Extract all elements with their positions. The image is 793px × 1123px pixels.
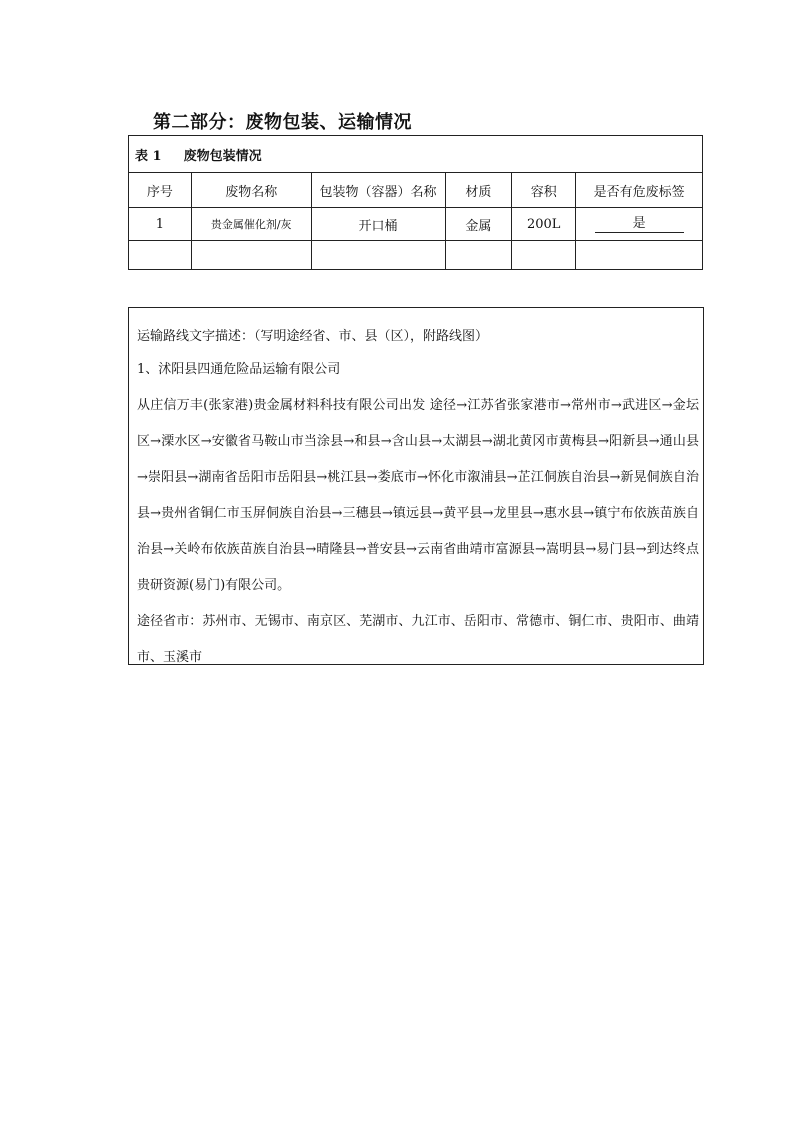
section-title: 第二部分：废物包装、运输情况: [153, 112, 412, 133]
empty-cell: [576, 241, 703, 270]
table-caption-title: 废物包装情况: [183, 148, 262, 164]
route-prompt: 运输路线文字描述：（写明途经省、市、县（区），附路线图）: [137, 329, 489, 344]
cell-index: 1: [129, 208, 192, 241]
route-description: 从庄信万丰(张家港)贵金属材料科技有限公司出发 途径→江苏省张家港市→常州市→武进区→金坛区→溧水区→安徽省马鞍山市当涂县→和县→含山县→太湖县→湖北黄冈市黄梅县→阳新县→通山县→崇阳县→湖南省岳阳市岳阳县→桃江县→娄底市→怀化市溆浦县→芷江侗族自治县→新晃侗族自治县→贵州省铜仁市玉屏侗族自治县→三穗县→镇远县→黄平县→龙里县→惠水县→镇宁布依族苗族自治县→关岭布依族苗族自治县→晴隆县→普安县→云南省曲靖市富源县→嵩明县→易门县→到达终点贵研资源(易门)有限公司。: [137, 398, 699, 593]
header-hazard-label: 是否有危废标签: [576, 173, 703, 208]
header-index: 序号: [129, 173, 192, 208]
empty-cell: [445, 241, 512, 270]
table-caption-row: [129, 136, 703, 173]
empty-cell: [512, 241, 576, 270]
table-header-row: [129, 173, 703, 208]
cell-container-name: 开口桶: [311, 208, 445, 241]
header-volume: 容积: [512, 173, 576, 208]
route-description-box: [128, 307, 704, 665]
empty-cell: [191, 241, 311, 270]
header-waste-name: 废物名称: [191, 173, 311, 208]
table-caption: [129, 136, 703, 173]
header-material: 材质: [445, 173, 512, 208]
cell-hazard-label: [576, 208, 703, 241]
hazard-label-value: 是: [595, 216, 684, 233]
packaging-table: [128, 135, 703, 270]
cell-material: 金属: [445, 208, 512, 241]
empty-cell: [311, 241, 445, 270]
empty-cell: [129, 241, 192, 270]
cell-volume: 200L: [512, 208, 576, 241]
cell-waste-name: 贵金属催化剂/灰: [191, 208, 311, 241]
table-row-empty: [129, 241, 703, 270]
route-cities: 途径省市：苏州市、无锡市、南京区、芜湖市、九江市、岳阳市、常德市、铜仁市、贵阳市、曲靖市、玉溪市: [137, 614, 699, 665]
header-container-name: 包装物（容器）名称: [311, 173, 445, 208]
table-caption-number: 表 1: [135, 148, 162, 164]
table-row: [129, 208, 703, 241]
route-company: 1、沭阳县四通危险品运输有限公司: [137, 362, 341, 377]
